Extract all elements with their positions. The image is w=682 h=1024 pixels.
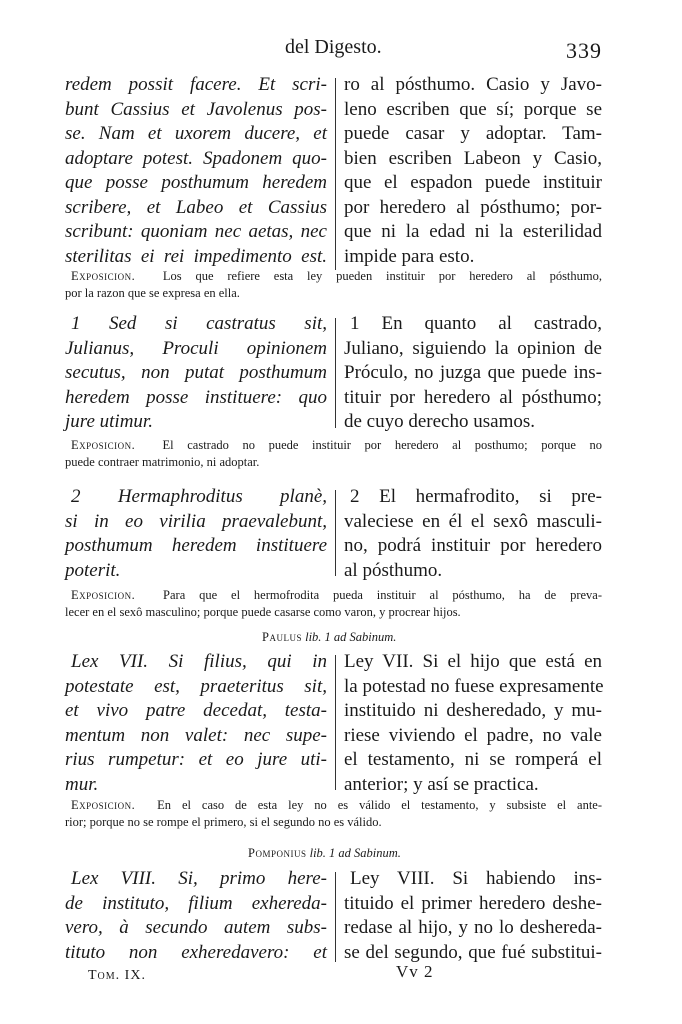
exposicion-line: puede contraer matrimonio, ni adoptar. xyxy=(65,455,260,469)
volume-mark: Tom. IX. xyxy=(88,968,146,983)
spanish-line: anterior; y así se practica. xyxy=(344,773,539,795)
latin-text-block xyxy=(65,73,327,269)
source-author: Pomponius xyxy=(248,846,307,860)
exposicion-note xyxy=(65,268,602,302)
latin-line: poterit. xyxy=(65,559,121,581)
spanish-line: tituir por heredero al pósthumo; xyxy=(344,386,602,408)
latin-line: scribunt: quoniam nec aetas, nec xyxy=(65,221,327,242)
latin-line: se. Nam et uxorem ducere, et xyxy=(65,123,327,144)
latin-line: posthumum heredem instituere xyxy=(65,535,327,556)
latin-line: mur. xyxy=(65,773,99,795)
exposicion-line: lecer en el sexô masculino; porque puede casarse como varon, y procrear hijos. xyxy=(65,605,461,619)
spanish-text-block xyxy=(344,312,602,435)
spanish-line: ro al pósthumo. Casio y Javo- xyxy=(344,74,602,95)
spanish-line: no, podrá instituir por heredero xyxy=(344,535,602,556)
exposicion-line: rior; porque no se rompe el primero, si el segundo no es válido. xyxy=(65,815,382,829)
latin-line: de instituto, filium exhereda- xyxy=(65,892,327,914)
latin-line: heredem posse instituere: quo xyxy=(65,386,327,408)
exposicion-note xyxy=(65,437,602,471)
spanish-line: instituido ni desheredado, y mu- xyxy=(344,700,602,721)
spanish-line: Juliano, siguiendo la opinion de xyxy=(344,337,602,359)
spanish-line: impide para esto. xyxy=(344,245,475,267)
latin-line: potestate est, praeteritus sit, xyxy=(65,675,327,697)
latin-line: Lex VII. Si filius, qui in xyxy=(71,651,327,672)
exposicion-note xyxy=(65,587,602,621)
latin-line: Julianus, Proculi opinionem xyxy=(65,337,327,359)
exposicion-label: Exposicion. xyxy=(71,269,136,283)
spanish-line: tituido el primer heredero deshe- xyxy=(344,892,602,914)
latin-text-block xyxy=(65,485,327,583)
exposicion-line: por la razon que se expresa en ella. xyxy=(65,286,240,300)
latin-line: 2 Hermaphroditus planè, xyxy=(71,486,327,507)
spanish-line: redase al hijo, y no lo deshereda- xyxy=(344,917,602,938)
spanish-line: al pósthumo. xyxy=(344,559,443,581)
latin-line: 1 Sed si castratus sit, xyxy=(71,313,327,334)
latin-line: bunt Cassius et Javolenus pos- xyxy=(65,98,327,120)
spanish-line: bien escriben Labeon y Casio, xyxy=(344,147,602,169)
spanish-line: Ley VII. Si el hijo que está en xyxy=(344,651,602,672)
page-number: 339 xyxy=(566,38,602,63)
latin-line: rius rumpetur: et eo jure uti- xyxy=(65,749,327,770)
spanish-text-block xyxy=(344,867,602,965)
spanish-text-block xyxy=(344,485,602,583)
running-header: del Digesto. xyxy=(285,36,382,58)
exposicion-line: Exposicion. En el caso de esta ley no es válido el testamento, y subsiste el ante- xyxy=(71,798,603,812)
source-reference: lib. 1 ad Sabinum. xyxy=(309,846,401,860)
latin-line: secutus, non putat posthumum xyxy=(65,362,327,383)
spanish-line: valeciese en él el sexô masculi- xyxy=(344,510,602,532)
spanish-line: leno escriben que sí; porque se xyxy=(344,98,602,120)
spanish-line: Ley VIII. Si habiendo ins- xyxy=(350,868,602,889)
spanish-line: la potestad no fuese expresamente xyxy=(344,675,604,697)
latin-line: vero, à secundo autem subs- xyxy=(65,917,327,938)
latin-line: que posse posthumum heredem xyxy=(65,172,327,193)
spanish-line: riese viviendo el padre, no vale xyxy=(344,724,602,746)
latin-text-block xyxy=(65,867,327,965)
spanish-line: que el espadon puede instituir xyxy=(344,172,602,193)
spanish-line: el testamento, ni se romperá el xyxy=(344,749,602,770)
latin-line: et vivo patre decedat, testa- xyxy=(65,700,327,721)
spanish-text-block xyxy=(344,650,602,797)
exposicion-label: Exposicion. xyxy=(71,798,136,812)
column-divider xyxy=(335,318,336,428)
spanish-line: de cuyo derecho usamos. xyxy=(344,411,535,432)
column-divider xyxy=(335,655,336,790)
exposicion-label: Exposicion. xyxy=(71,588,136,602)
exposicion-note xyxy=(65,797,602,831)
spanish-line: que ni la edad ni la esterilidad xyxy=(344,221,602,242)
spanish-line: 2 El hermafrodito, si pre- xyxy=(350,486,602,507)
exposicion-label: Exposicion. xyxy=(71,438,136,452)
latin-line: tituto non exheredavero: et xyxy=(65,941,327,963)
column-divider xyxy=(335,490,336,576)
latin-line: Lex VIII. Si, primo here- xyxy=(71,868,327,889)
source-author: Paulus xyxy=(262,630,302,644)
latin-line: sterilitas ei rei impedimento est. xyxy=(65,245,327,267)
latin-line: scribere, et Labeo et Cassius xyxy=(65,196,327,218)
latin-line: si in eo virilia praevalebunt, xyxy=(65,510,327,532)
spanish-line: por heredero al pósthumo; por- xyxy=(344,196,602,218)
spanish-line: Próculo, no juzga que puede ins- xyxy=(344,362,602,383)
column-divider xyxy=(335,872,336,962)
column-divider xyxy=(335,78,336,270)
spanish-text-block xyxy=(344,73,602,269)
source-citation xyxy=(248,846,401,861)
exposicion-line: Exposicion. Los que refiere esta ley pueden instituir por heredero al pósthumo, xyxy=(71,269,603,283)
latin-line: adoptare potest. Spadonem quo- xyxy=(65,147,327,169)
source-reference: lib. 1 ad Sabinum. xyxy=(305,630,397,644)
exposicion-line: Exposicion. El castrado no puede instituir por heredero al posthumo; porque no xyxy=(71,438,603,452)
signature-mark: Vv 2 xyxy=(396,962,434,981)
latin-line: jure utimur. xyxy=(65,411,153,432)
source-citation xyxy=(262,630,396,645)
exposicion-line: Exposicion. Para que el hermofrodita pueda instituir al pósthumo, ha de preva- xyxy=(71,588,602,602)
latin-line: mentum non valet: nec supe- xyxy=(65,724,327,746)
spanish-line: 1 En quanto al castrado, xyxy=(350,313,602,334)
spanish-line: se del segundo, que fué substitui- xyxy=(344,941,602,963)
latin-text-block xyxy=(65,650,327,797)
spanish-line: puede casar y adoptar. Tam- xyxy=(344,123,602,144)
latin-line: redem possit facere. Et scri- xyxy=(65,74,327,95)
latin-text-block xyxy=(65,312,327,435)
